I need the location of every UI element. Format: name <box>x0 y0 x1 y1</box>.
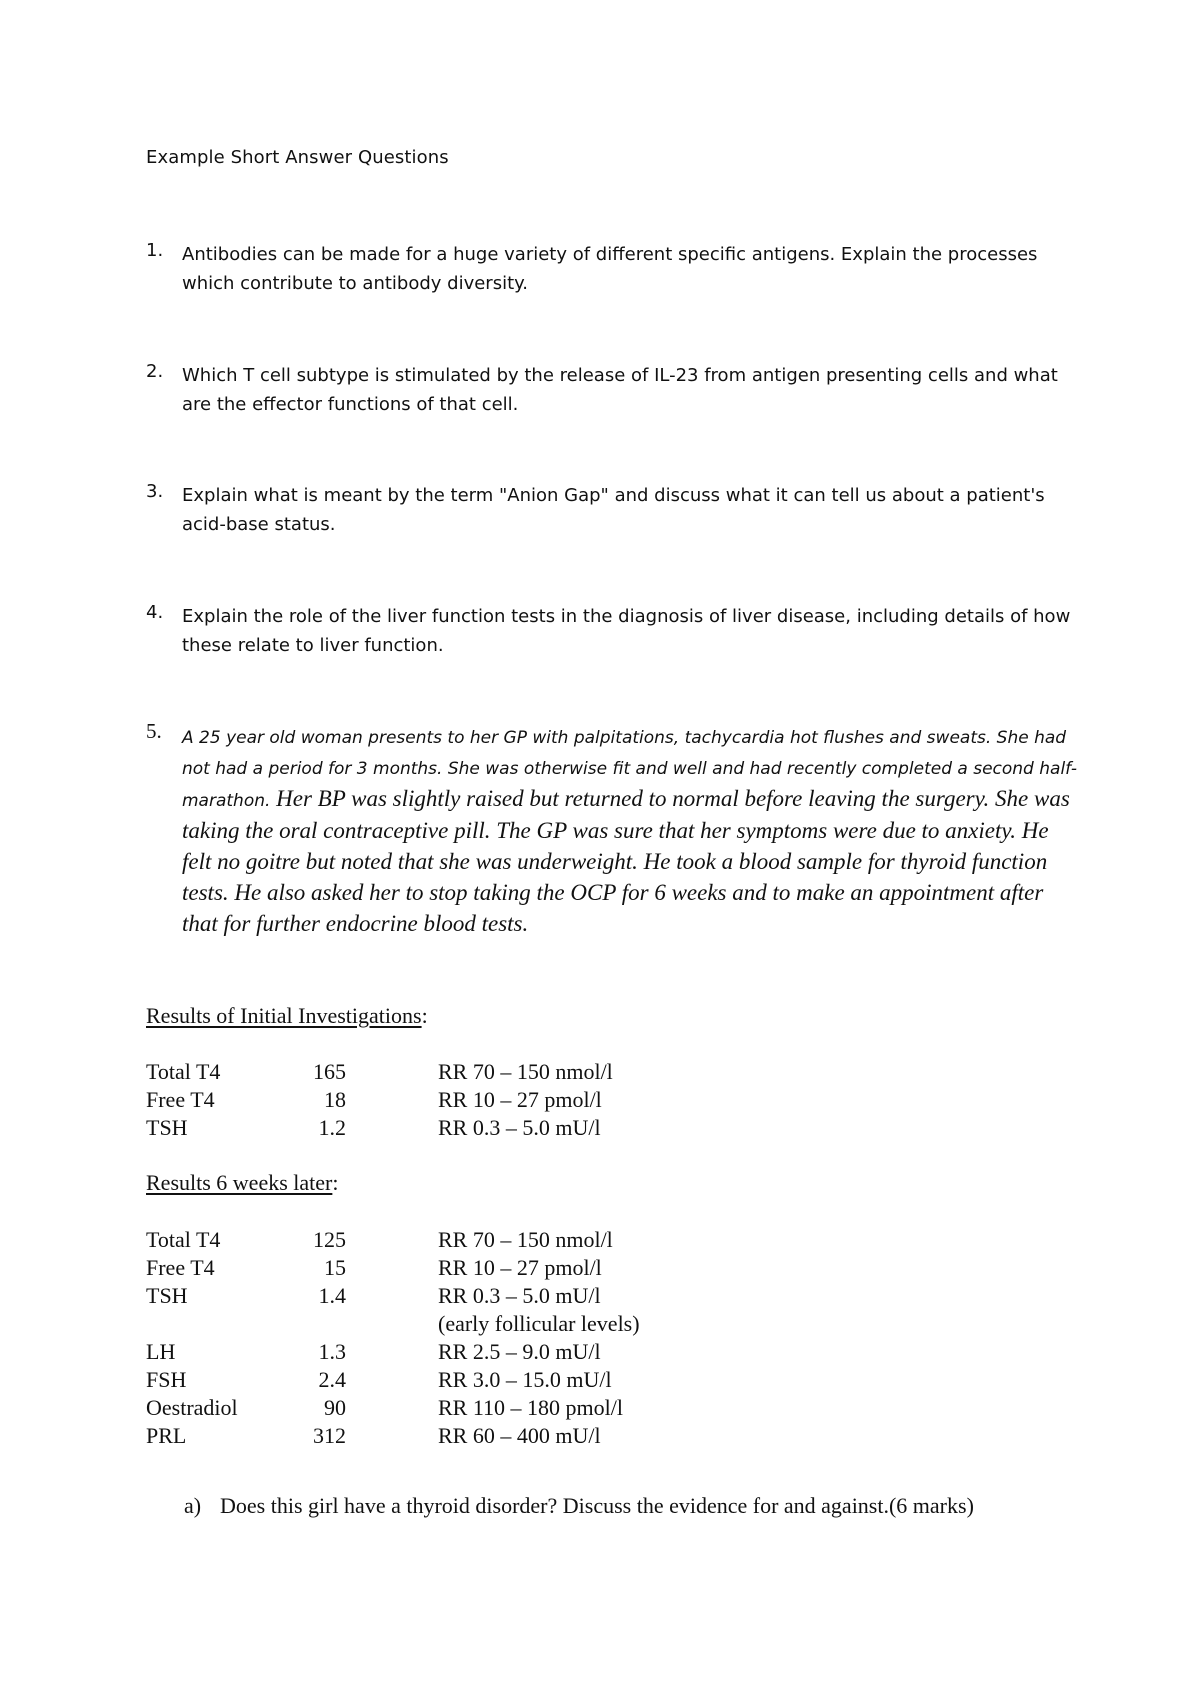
reference-range: RR 10 – 27 pmol/l <box>438 1087 602 1112</box>
test-name: FSH <box>146 1367 187 1392</box>
test-value: 15 <box>324 1255 346 1280</box>
table-row <box>146 1339 746 1367</box>
table-row <box>146 1423 746 1451</box>
test-name: LH <box>146 1339 176 1364</box>
table-row <box>146 1115 746 1143</box>
table-row <box>146 1367 746 1395</box>
test-value: 125 <box>313 1227 346 1252</box>
test-name: PRL <box>146 1423 187 1448</box>
test-value: 90 <box>324 1395 346 1420</box>
question-number: 5. <box>146 719 162 743</box>
table-row <box>146 1059 746 1087</box>
question-text: Which T cell subtype is stimulated by the release of IL-23 from antigen presenting cells and what are the effector functions of that cell. <box>182 365 1058 415</box>
question-number: 2. <box>146 361 164 382</box>
subquestion-text: Does this girl have a thyroid disorder? Discuss the evidence for and against.(6 marks) <box>220 1493 974 1518</box>
reference-range: RR 2.5 – 9.0 mU/l <box>438 1339 601 1364</box>
later-results-table <box>146 1227 746 1451</box>
reference-range: RR 110 – 180 pmol/l <box>438 1395 623 1420</box>
page-title: Example Short Answer Questions <box>146 147 449 168</box>
test-name: TSH <box>146 1283 188 1308</box>
question-number: 3. <box>146 481 164 502</box>
table-row <box>146 1227 746 1255</box>
question-number: 1. <box>146 240 164 261</box>
question-number: 4. <box>146 602 164 623</box>
subquestion-label: a) <box>184 1493 202 1518</box>
test-value: 18 <box>324 1087 346 1112</box>
initial-results-heading: Results of Initial Investigations: <box>146 1003 428 1028</box>
table-row <box>146 1087 746 1115</box>
reference-range: RR 70 – 150 nmol/l <box>438 1059 613 1084</box>
test-name: Free T4 <box>146 1255 215 1280</box>
test-name: TSH <box>146 1115 188 1140</box>
later-results-heading: Results 6 weeks later: <box>146 1170 339 1195</box>
initial-results-table <box>146 1059 746 1143</box>
test-value: 312 <box>313 1423 346 1448</box>
case-scenario-text <box>182 722 1082 940</box>
question-text: Explain what is meant by the term "Anion Gap" and discuss what it can tell us about a patient's acid-base status. <box>182 485 1045 535</box>
case-text-part-2: Her BP was slightly raised but returned to normal before leaving the surgery. She was taking the oral contraceptive pill. The GP was sure that her symptoms were due to anxiety. He felt no goitre but noted that she was underweight. He took a blood sample for thyroid function tests. He also asked her to stop taking the OCP for 6 weeks and to make an appointment after that for further endocrine blood tests. <box>182 786 1070 936</box>
test-name: Free T4 <box>146 1087 215 1112</box>
test-name: Oestradiol <box>146 1395 238 1420</box>
reference-range: RR 0.3 – 5.0 mU/l <box>438 1283 601 1308</box>
reference-range: RR 0.3 – 5.0 mU/l <box>438 1115 601 1140</box>
reference-range: RR 3.0 – 15.0 mU/l <box>438 1367 612 1392</box>
subquestion-a <box>184 1493 974 1519</box>
test-value: 1.3 <box>318 1339 346 1364</box>
test-value: 165 <box>313 1059 346 1084</box>
test-name: Total T4 <box>146 1059 221 1084</box>
test-value: 2.4 <box>318 1367 346 1392</box>
test-name: Total T4 <box>146 1227 221 1252</box>
reference-range: RR 70 – 150 nmol/l <box>438 1227 613 1252</box>
table-row <box>146 1255 746 1283</box>
question-text: Antibodies can be made for a huge variety of different specific antigens. Explain the processes which contribute to antibody diversity. <box>182 244 1038 294</box>
test-value: 1.4 <box>318 1283 346 1308</box>
question-text: Explain the role of the liver function tests in the diagnosis of liver disease, including details of how these relate to liver function. <box>182 606 1071 656</box>
table-row <box>146 1283 746 1311</box>
test-value: 1.2 <box>318 1115 346 1140</box>
reference-range-note: (early follicular levels) <box>438 1311 640 1336</box>
case-text-part-1: A 25 year old woman presents to her GP with palpitations, tachycardia hot flushes and sweats. She had not had a period for 3 months. She was otherwise fit and well and had recently completed a second half-marathon. <box>182 728 1077 811</box>
reference-range: RR 10 – 27 pmol/l <box>438 1255 602 1280</box>
table-row <box>146 1395 746 1423</box>
table-row <box>146 1311 746 1339</box>
reference-range: RR 60 – 400 mU/l <box>438 1423 601 1448</box>
